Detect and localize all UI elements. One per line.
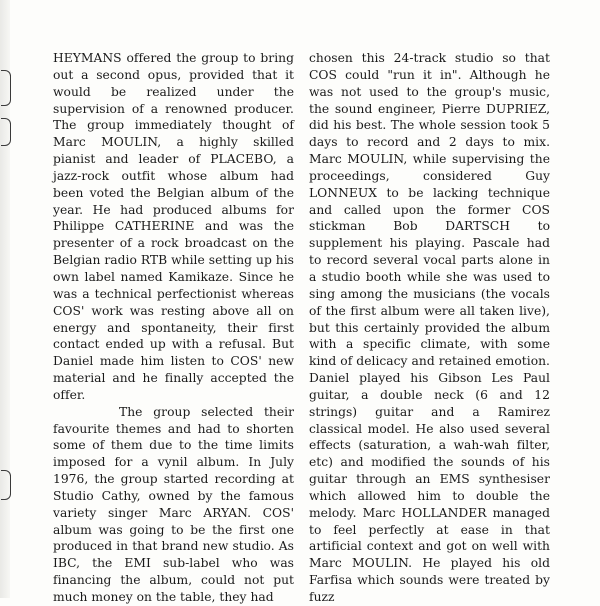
staple-top (1, 70, 11, 106)
staple-mid (1, 118, 11, 146)
left-text-column (53, 50, 294, 606)
staple-bottom (1, 470, 11, 500)
right-paragraph-1: chosen this 24-track studio so that COS could "run it in". Although he was not used to the group's music, the sound engineer, Pierre DUPRIEZ, did his best. The whole session took 5 days to record and 2 days to mix. Marc MOULIN, while supervising the proceedings, considered Guy LONNEUX to be lacking technique and called upon the former COS stickman Bob DARTSCH to supplement his playing. Pascale had to record several vocal parts alone in a studio booth while she was used to sing among the musicians (the vocals of the first album were all taken live), but this certainly provided the album with a specific climate, with some kind of delicacy and retained emotion. Daniel played his Gibson Les Paul guitar, a double neck (6 and 12 strings) guitar and a Ramirez classical model. He also used several effects (saturation, a wah-wah filter, etc) and modified the sounds of his guitar through an EMS synthesiser which allowed him to double the melody. Marc HOLLANDER managed to feel perfectly at ease in that artificial context and got on well with Marc MOULIN. He played his old Farfisa which sounds were treated by fuzz (309, 51, 550, 604)
left-paragraph-2: The group selected their favourite themes and had to shorten some of them due to the time limits imposed for a vynil album. In July 1976, the group started recording at Studio Cathy, owned by the famous variety singer Marc ARYAN. COS' album was going to be the first one produced in that brand new studio. As IBC, the EMI sub-label who was financing the album, could not put much money on the table, they had (53, 404, 294, 604)
right-text-column (309, 50, 550, 606)
left-paragraph-1: HEYMANS offered the group to bring out a second opus, provided that it would be realized under the supervision of a renowned producer. The group immediately thought of Marc MOULIN, a highly skilled pianist and leader of PLACEBO, a jazz-rock outfit whose album had been voted the Belgian album of the year. He had produced albums for Philippe CATHERINE and was the presenter of a rock broadcast on the Belgian radio RTB while setting up his own label named Kamikaze. Since he was a technical perfectionist whereas COS' work was resting above all on energy and spontaneity, their first contact ended up with a refusal. But Daniel made him listen to COS' new material and he finally accepted the offer. (53, 51, 294, 402)
